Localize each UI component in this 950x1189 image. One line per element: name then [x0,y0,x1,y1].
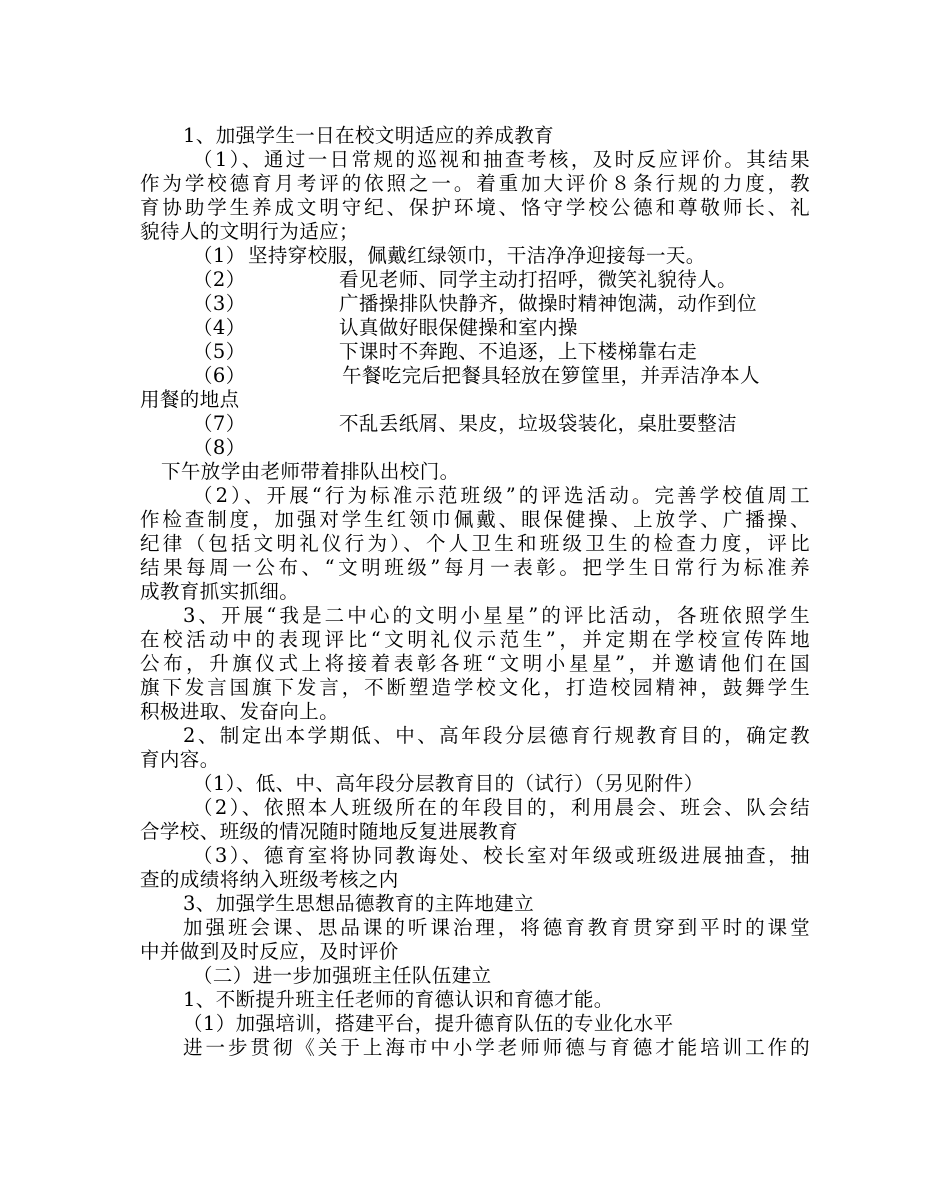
section-heading: 1、加强学生一日在校文明适应的养成教育 [183,124,555,147]
paragraph-line: 用餐的地点 [140,388,240,411]
paragraph-line: 2、制定出本学期低、中、高年段分层德育行规教育目的，确定教 [183,724,810,747]
paragraph-line: 公布，升旗仪式上将接着表彰各班“文明小星星”，并邀请他们在国 [140,652,810,675]
rule-number: （5） [193,340,246,363]
rule-text: 广播操排队快静齐，做操时精神饱满，动作到位 [339,292,757,315]
paragraph-line: （1）、通过一日常规的巡视和抽查考核，及时反应评价。其结果 [193,148,810,171]
rule-text: 下课时不奔跑、不追逐，上下楼梯靠右走 [339,340,698,363]
section-heading: （1）加强培训，搭建平台，提升德育队伍的专业化水平 [183,1012,674,1035]
paragraph-line: 作检查制度，加强对学生红领巾佩戴、眼保健操、上放学、广播操、 [140,508,810,531]
rule-item-3 [193,292,757,315]
paragraph-line: 结果每周一公布、“文明班级”每月一表彰。把学生日常行为标准养 [140,556,810,579]
rule-number: （8） [193,436,246,459]
rule-text: 不乱丢纸屑、果皮，垃圾袋装化，桌肚要整洁 [339,412,738,435]
rule-number: （7） [193,412,246,435]
paragraph-line: 育内容。 [140,748,220,771]
paragraph-line: 查的成绩将纳入班级考核之内 [140,868,399,891]
section-heading: 3、加强学生思想品德教育的主阵地建立 [183,892,535,915]
paragraph-line: 3、开展“我是二中心的文明小星星”的评比活动，各班依照学生 [183,604,810,627]
rule-item-5 [193,340,697,363]
rule-number: （1） [193,244,246,267]
paragraph-line: 中并做到及时反应，及时评价 [140,940,399,963]
paragraph-line: 作为学校德育月考评的依照之一。着重加大评价８条行规的力度，教 [140,172,810,195]
paragraph-line: （1）、低、中、高年段分层教育目的（试行）（另见附件） [193,772,704,795]
rule-item-6 [193,364,760,387]
paragraph-line: 积极进取、发奋向上。 [140,700,340,723]
rule-text: 看见老师、同学主动打招呼，微笑礼貌待人。 [339,268,738,291]
paragraph-line: （3）、德育室将协同教诲处、校长室对年级或班级进展抽查，抽 [193,844,810,867]
rule-text: 坚持穿校服，佩戴红绿领巾，干洁净净迎接每一天。 [248,244,706,267]
paragraph-line: 貌待人的文明行为适应； [140,220,359,243]
rule-item-8 [193,436,246,459]
rule-number: （3） [193,292,246,315]
paragraph-line: 旗下发言国旗下发言，不断塑造学校文化，打造校园精神，鼓舞学生 [140,676,810,699]
rule-text: 午餐吃完后把餐具轻放在箩筐里，并弄洁净本人 [342,364,760,387]
paragraph-line: 成教育抓实抓细。 [140,580,300,603]
rule-item-1 [193,244,706,267]
paragraph-line: （2）、依照本人班级所在的年段目的，利用晨会、班会、队会结 [193,796,810,819]
section-heading: （二）进一步加强班主任队伍建立 [193,964,492,987]
paragraph-line: 育协助学生养成文明守纪、保护环境、恪守学校公德和尊敬师长、礼 [140,196,810,219]
rule-text: 认真做好眼保健操和室内操 [339,316,578,339]
paragraph-line: 在校活动中的表现评比“文明礼仪示范生”，并定期在学校宣传阵地 [140,628,810,651]
paragraph-line: 纪律（包括文明礼仪行为）、个人卫生和班级卫生的检查力度，评比 [140,532,810,555]
paragraph-line: 加强班会课、思品课的听课治理，将德育教育贯穿到平时的课堂 [183,916,810,939]
rule-number: （4） [193,316,246,339]
rule-item-2 [193,268,737,291]
rule-number: （6） [193,364,246,387]
rule-number: （2） [193,268,246,291]
paragraph-line: 下午放学由老师带着排队出校门。 [161,460,460,483]
section-heading: 1、不断提升班主任老师的育德认识和育德才能。 [183,988,614,1011]
rule-item-7 [193,412,737,435]
rule-item-4 [193,316,578,339]
paragraph-line: 进一步贯彻《关于上海市中小学老师师德与育德才能培训工作的 [183,1036,810,1059]
paragraph-line: 合学校、班级的情况随时随地反复进展教育 [140,820,519,843]
paragraph-line: （2）、开展“行为标准示范班级”的评选活动。完善学校值周工 [193,484,810,507]
